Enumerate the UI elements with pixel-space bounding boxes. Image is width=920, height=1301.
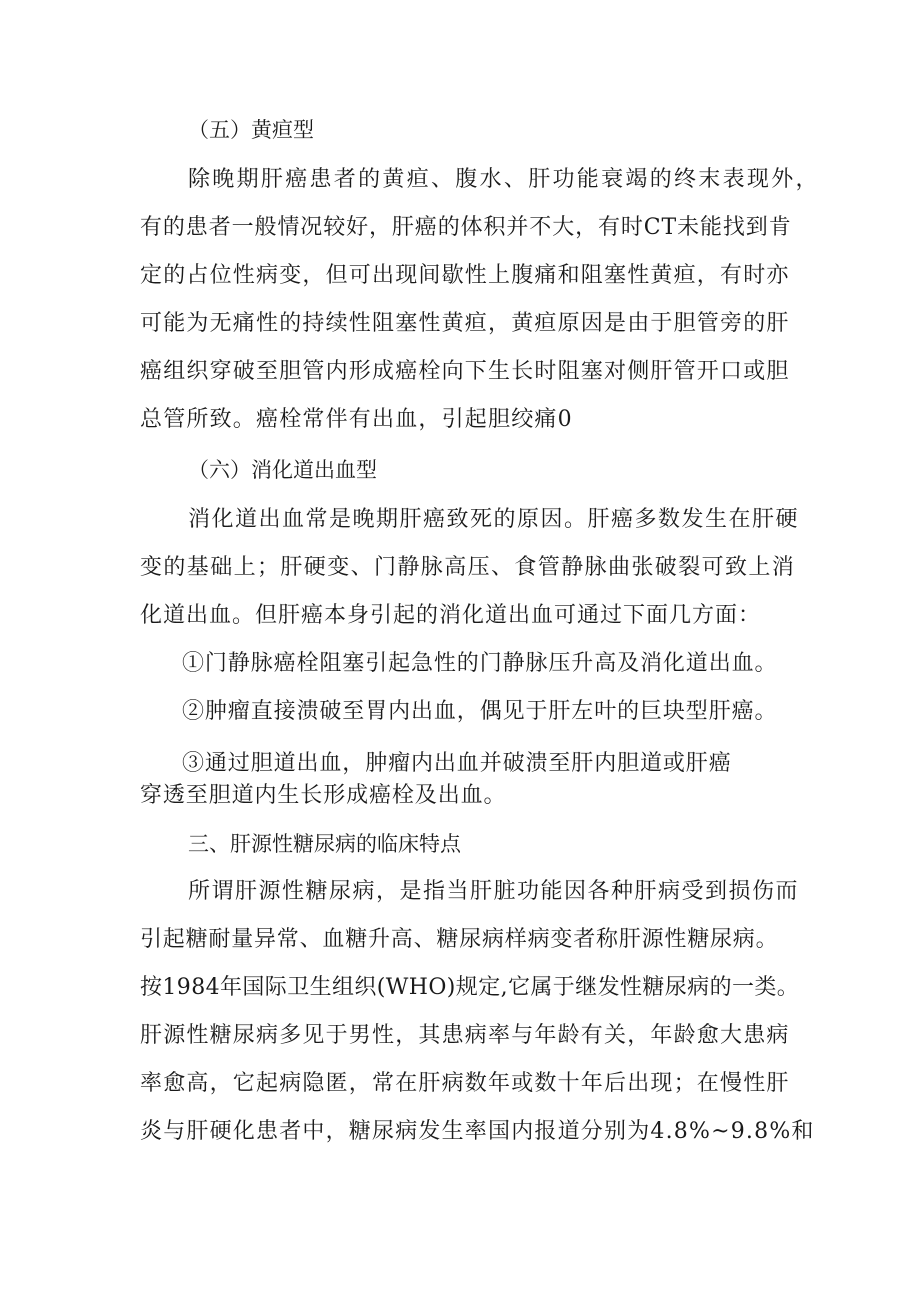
paragraph-line: 炎与肝硬化患者中，糖尿病发生率国内报道分别为4.8%~9.8%和 <box>140 1119 815 1144</box>
paragraph-line: 除晚期肝癌患者的黄疸、腹水、肝功能衰竭的终末表现外， <box>188 167 820 192</box>
paragraph-line: 有的患者一般情况较好，肝癌的体积并不大，有时CT未能找到肯 <box>140 215 792 240</box>
paragraph-line: 引起糖耐量异常、血糖升高、糖尿病样病变者称肝源性糖尿病。 <box>140 927 779 952</box>
section-heading-hepatogenous-diabetes: 三、肝源性糖尿病的临床特点 <box>188 832 461 856</box>
paragraph-line: 化道出血。但肝癌本身引起的消化道出血可通过下面几方面： <box>140 603 762 628</box>
paragraph-line: 按1984年国际卫生组织(WHO)规定,它属于继发性糖尿病的一类。 <box>140 975 800 1000</box>
paragraph-line: 定的占位性病变，但可出现间歇性上腹痛和阻塞性黄疸，有时亦 <box>140 263 790 288</box>
list-item: ③通过胆道出血，肿瘤内出血并破溃至肝内胆道或肝癌 <box>182 751 732 776</box>
list-item: ②肿瘤直接溃破至胃内出血，偶见于肝左叶的巨块型肝癌。 <box>182 699 778 724</box>
paragraph-line: 可能为无痛性的持续性阻塞性黄疸，黄疸原因是由于胆管旁的肝 <box>140 311 790 336</box>
paragraph-line: 癌组织穿破至胆管内形成癌栓向下生长时阻塞对侧肝管开口或胆 <box>140 359 790 384</box>
list-item-continuation: 穿透至胆道内生长形成癌栓及出血。 <box>140 783 507 808</box>
paragraph-line: 率愈高，它起病隐匿，常在肝病数年或数十年后出现；在慢性肝 <box>140 1071 790 1096</box>
section-heading-gi-bleeding-type: （六）消化道出血型 <box>188 458 377 482</box>
paragraph-line: 变的基础上；肝硬变、门静脉高压、食管静脉曲张破裂可致上消 <box>140 555 796 580</box>
paragraph-line: 所谓肝源性糖尿病，是指当肝脏功能因各种肝病受到损伤而 <box>188 879 800 904</box>
section-heading-jaundice-type: （五）黄疸型 <box>188 118 314 142</box>
paragraph-line: 消化道出血常是晚期肝癌致死的原因。肝癌多数发生在肝硬 <box>188 507 800 532</box>
paragraph-line: 总管所致。癌栓常伴有出血，引起胆绞痛0 <box>140 407 573 432</box>
list-item: ①门静脉癌栓阻塞引起急性的门静脉压升高及消化道出血。 <box>182 651 778 676</box>
paragraph-line: 肝源性糖尿病多见于男性，其患病率与年龄有关，年龄愈大患病 <box>140 1023 790 1048</box>
